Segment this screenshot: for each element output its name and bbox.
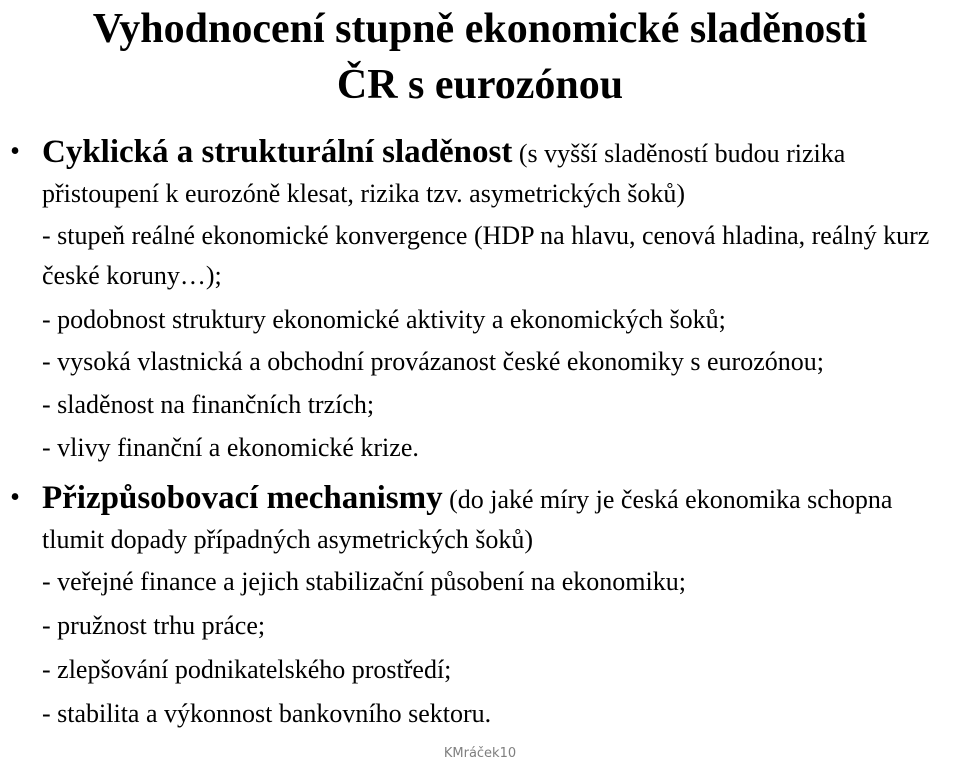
title-line-1: Vyhodnocení stupně ekonomické sladěnosti bbox=[92, 6, 868, 52]
bullet-heading: Přizpůsobovací mechanismy bbox=[42, 480, 443, 516]
bullet-note: (do jaké míry je česká ekonomika schopna tlumit dopady případných asymetrických šoků) bbox=[42, 485, 893, 554]
list-item: - veřejné finance a jejich stabilizační působení na ekonomiku; bbox=[42, 567, 686, 596]
list-item: - zlepšování podnikatelského prostředí; bbox=[42, 655, 452, 684]
list-item: - podobnost struktury ekonomické aktivity a ekonomických šoků; bbox=[42, 305, 726, 334]
footer-label: KMráček10 bbox=[443, 746, 517, 761]
bullet-heading: Cyklická a strukturální sladěnost bbox=[42, 134, 513, 170]
list-item: - stupeň reálné ekonomické konvergence (HDP na hlavu, cenová hladina, reálný kurz české koruny…); bbox=[42, 221, 930, 290]
list-item: - vysoká vlastnická a obchodní provázanost české ekonomiky s eurozónou; bbox=[42, 347, 824, 376]
list-item: - sladěnost na finančních trzích; bbox=[42, 390, 375, 419]
page-title bbox=[0, 0, 960, 113]
bullet-dot-icon: • bbox=[10, 482, 20, 513]
bullet-cyclical-structural bbox=[10, 132, 957, 214]
list-item: - stabilita a výkonnost bankovního sektoru. bbox=[42, 699, 492, 728]
title-line-2: ČR s eurozónou bbox=[336, 62, 624, 108]
list-item: - pružnost trhu práce; bbox=[42, 611, 266, 640]
bullet-dot-icon: • bbox=[10, 136, 20, 167]
bullet-note: (s vyšší sladěností budou rizika přistoupení k eurozóně klesat, rizika tzv. asymetrických šoků) bbox=[42, 139, 846, 208]
bullet-adjustment-mechanisms bbox=[10, 478, 957, 560]
list-item: - vlivy finanční a ekonomické krize. bbox=[42, 433, 419, 462]
